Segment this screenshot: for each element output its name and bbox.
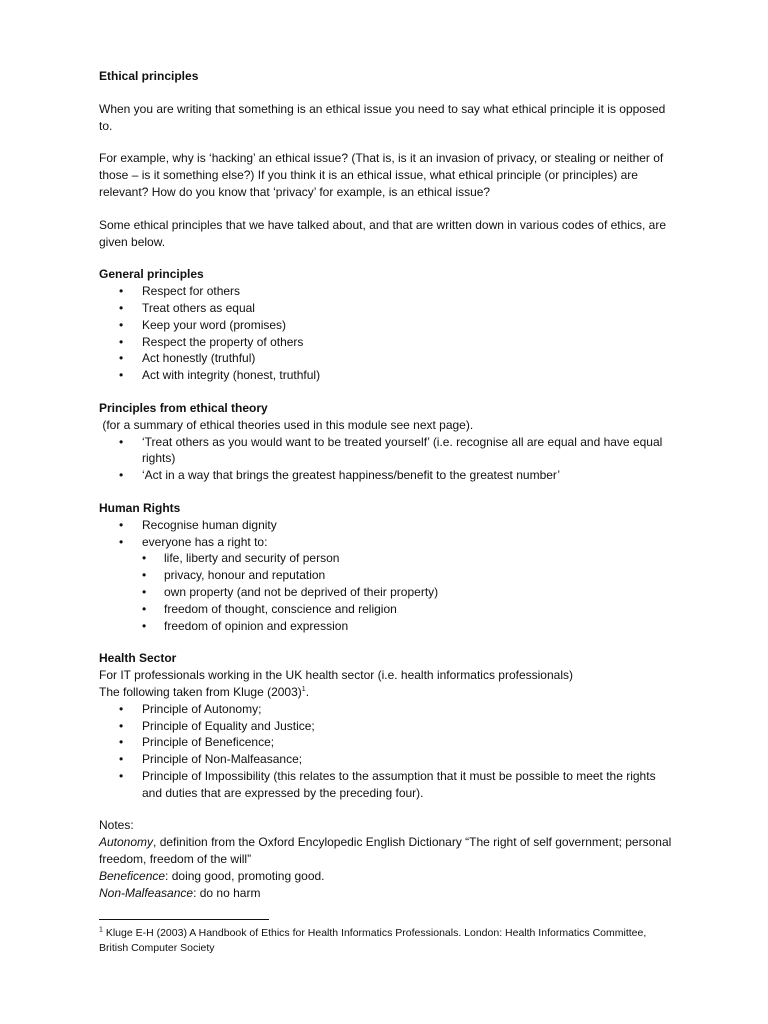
example-paragraph: For example, why is ‘hacking’ an ethical issue? (That is, is it an invasion of privacy, or stealing or neither of those – is it something else?) If you think it is an ethical issue, what ethical principle (or principles) are relevant? How do you know that ‘privacy’ for example, is an ethical issue? [99, 151, 664, 199]
list-item: • Respect the property of others [99, 334, 674, 351]
footnote-divider [99, 919, 269, 920]
list-item: • Principle of Beneficence; [99, 734, 674, 751]
note-definition: : doing good, promoting good. [165, 868, 325, 883]
sub-list-item: • freedom of thought, conscience and religion [142, 601, 674, 618]
ethical-theory-note: (for a summary of ethical theories used in this module see next page). [99, 417, 474, 432]
ethical-theory-list [99, 434, 674, 484]
note-definition: : do no harm [193, 885, 261, 900]
footnote-reference[interactable]: 1 [301, 685, 306, 693]
human-rights-heading: Human Rights [99, 500, 181, 515]
health-sector-line2-text: The following taken from Kluge (2003) [99, 684, 302, 699]
list-item: • Principle of Equality and Justice; [99, 718, 674, 735]
list-item: • Principle of Autonomy; [99, 701, 674, 718]
note-autonomy [99, 834, 674, 868]
page-title: Ethical principles [99, 69, 199, 83]
ethical-theory-heading: Principles from ethical theory [99, 400, 268, 415]
note-term: Autonomy [99, 835, 154, 850]
health-sector-list [99, 701, 674, 802]
note-non-malfeasance [99, 885, 674, 902]
list-item: • Recognise human dignity [99, 517, 674, 534]
footnote-mark: 1 [99, 926, 103, 934]
footnote [99, 926, 674, 956]
list-item: • Act with integrity (honest, truthful) [99, 367, 674, 384]
list-item-label: everyone has a right to: [142, 534, 268, 549]
health-sector-heading: Health Sector [99, 651, 177, 666]
note-definition: , definition from the Oxford Encylopedic English Dictionary “The right of self government; personal freedom, freedom of the will” [99, 835, 672, 867]
sub-list-item: • own property (and not be deprived of their property) [142, 584, 674, 601]
list-item: • Respect for others [99, 283, 674, 300]
list-item: • ‘Treat others as you would want to be treated yourself’ (i.e. recognise all are equal and have equal rights) [99, 434, 674, 468]
sub-list-item: • life, liberty and security of person [142, 550, 674, 567]
footnote-text: Kluge E-H (2003) A Handbook of Ethics for Health Informatics Professionals. London: Health Informatics Committee, British Computer Society [99, 927, 647, 955]
notes-heading: Notes: [99, 818, 134, 833]
intro-paragraph: When you are writing that something is an ethical issue you need to say what ethical principle it is opposed to. [99, 101, 666, 133]
list-item: • Principle of Impossibility (this relates to the assumption that it must be possible to meet the rights and duties that are expressed by the preceding four). [99, 768, 674, 802]
general-principles-list [99, 283, 674, 384]
list-item: • Act honestly (truthful) [99, 350, 674, 367]
list-item: • Keep your word (promises) [99, 317, 674, 334]
note-term: Non-Malfeasance [99, 885, 194, 900]
general-principles-heading: General principles [99, 267, 204, 282]
list-item: • ‘Act in a way that brings the greatest happiness/benefit to the greatest number’ [99, 467, 674, 484]
health-sector-line1: For IT professionals working in the UK health sector (i.e. health informatics professionals) [99, 668, 573, 683]
rights-sublist [142, 550, 674, 634]
sub-list-item: • privacy, honour and reputation [142, 567, 674, 584]
list-item: • Treat others as equal [99, 300, 674, 317]
document-page [99, 68, 674, 956]
list-item: • Principle of Non-Malfeasance; [99, 751, 674, 768]
health-sector-line2 [99, 684, 674, 701]
human-rights-list [99, 517, 674, 635]
sub-list-item: • freedom of opinion and expression [142, 618, 674, 635]
principles-paragraph: Some ethical principles that we have talked about, and that are written down in various codes of ethics, are given below. [99, 217, 666, 249]
note-term: Beneficence [99, 868, 166, 883]
note-beneficence [99, 868, 674, 885]
health-sector-line2-end: . [305, 684, 310, 699]
list-item [99, 534, 674, 635]
